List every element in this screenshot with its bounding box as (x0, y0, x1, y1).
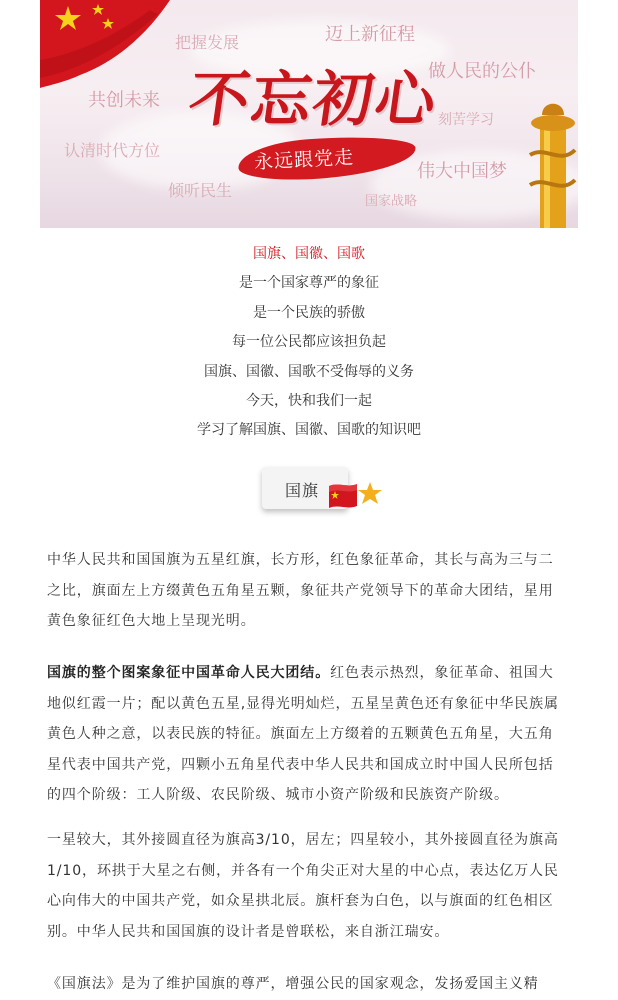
text-span: 红色表示热烈，象征革命、祖国大 (330, 665, 554, 681)
text-line (47, 658, 575, 689)
paragraph-4 (47, 969, 575, 1000)
banner-bg-word: 做人民的公仆 (428, 61, 536, 82)
bold-lead: 国旗的整个图案象征中国革命人民大团结。 (47, 665, 331, 681)
intro-highlight: 国旗、国徽、国歌 (253, 246, 365, 262)
intro-line: 学习了解国旗、国徽、国歌的知识吧 (197, 422, 421, 439)
text-line: 黄色象征红色大地上呈现光明。 (47, 613, 256, 629)
intro-block (0, 240, 618, 446)
intro-line: 是一个民族的骄傲 (253, 304, 365, 321)
banner-bg-word: 迈上新征程 (325, 24, 415, 45)
text-line: 1/10，环拱于大星之右侧，并各有一个角尖正对大星的中心点，表达亿万人民 (47, 862, 559, 879)
banner-bg-word: 国家战略 (365, 194, 418, 209)
text-line: 星代表中国共产党，四颗小五角星代表中华人民共和国成立时中国人民所包括 (47, 756, 554, 773)
section-heading: 国旗 (285, 481, 320, 500)
text-line: 《国旗法》是为了维护国旗的尊严，增强公民的国家观念，发扬爱国主义精 (47, 976, 539, 992)
text-line: 别。中华人民共和国国旗的设计者是曾联松，来自浙江瑞安。 (47, 923, 450, 940)
huabiao-column-icon (520, 95, 578, 228)
header-banner (40, 0, 578, 228)
banner-bg-word: 共创未来 (88, 90, 160, 111)
text-line: 地似红霞一片；配以黄色五星,显得光明灿烂，五星呈黄色还有象征中华民族属 (47, 695, 559, 712)
intro-line: 国旗、国徽、国歌不受侮辱的义务 (204, 363, 414, 380)
red-flag-icon (40, 0, 170, 90)
intro-line: 是一个国家尊严的象征 (239, 275, 379, 292)
intro-line: 每一位公民都应该担负起 (232, 334, 386, 351)
paragraph-1 (47, 545, 575, 637)
banner-bg-word: 认清时代方位 (64, 141, 161, 160)
text-line: 中华人民共和国国旗为五星红旗，长方形，红色象征革命，其长与高为三与二 (47, 552, 554, 568)
banner-bg-word: 刻苦学习 (438, 112, 494, 128)
banner-bg-word: 倾听民生 (168, 181, 233, 200)
banner-slogan: 永远跟党走 (253, 146, 355, 174)
text-line: 心向伟大的中国共产党，如众星拱北辰。旗杆套为白色，以与旗面的红色相区 (47, 893, 554, 909)
text-line: 的四个阶级：工人阶级、农民阶级、城市小资产阶级和民族资产阶级。 (47, 787, 509, 803)
paragraph-2 (47, 658, 575, 811)
banner-bg-word: 伟大中国梦 (417, 161, 507, 182)
text-line: 一星较大，其外接圆直径为旗高3/10，居左；四星较小，其外接圆直径为旗高 (47, 832, 559, 848)
text-line: 之比，旗面左上方缀黄色五角星五颗，象征共产党领导下的革命大团结，星用 (47, 582, 554, 599)
banner-title: 不忘初心 (184, 65, 443, 135)
flag-star-icon (327, 478, 383, 512)
intro-line: 今天，快和我们一起 (246, 392, 372, 409)
banner-bg-word: 把握发展 (175, 33, 240, 52)
paragraph-3 (47, 825, 575, 947)
text-line: 黄色人种之意，以表民族的特征。旗面左上方缀着的五颗黄色五角星，大五角 (47, 726, 554, 742)
